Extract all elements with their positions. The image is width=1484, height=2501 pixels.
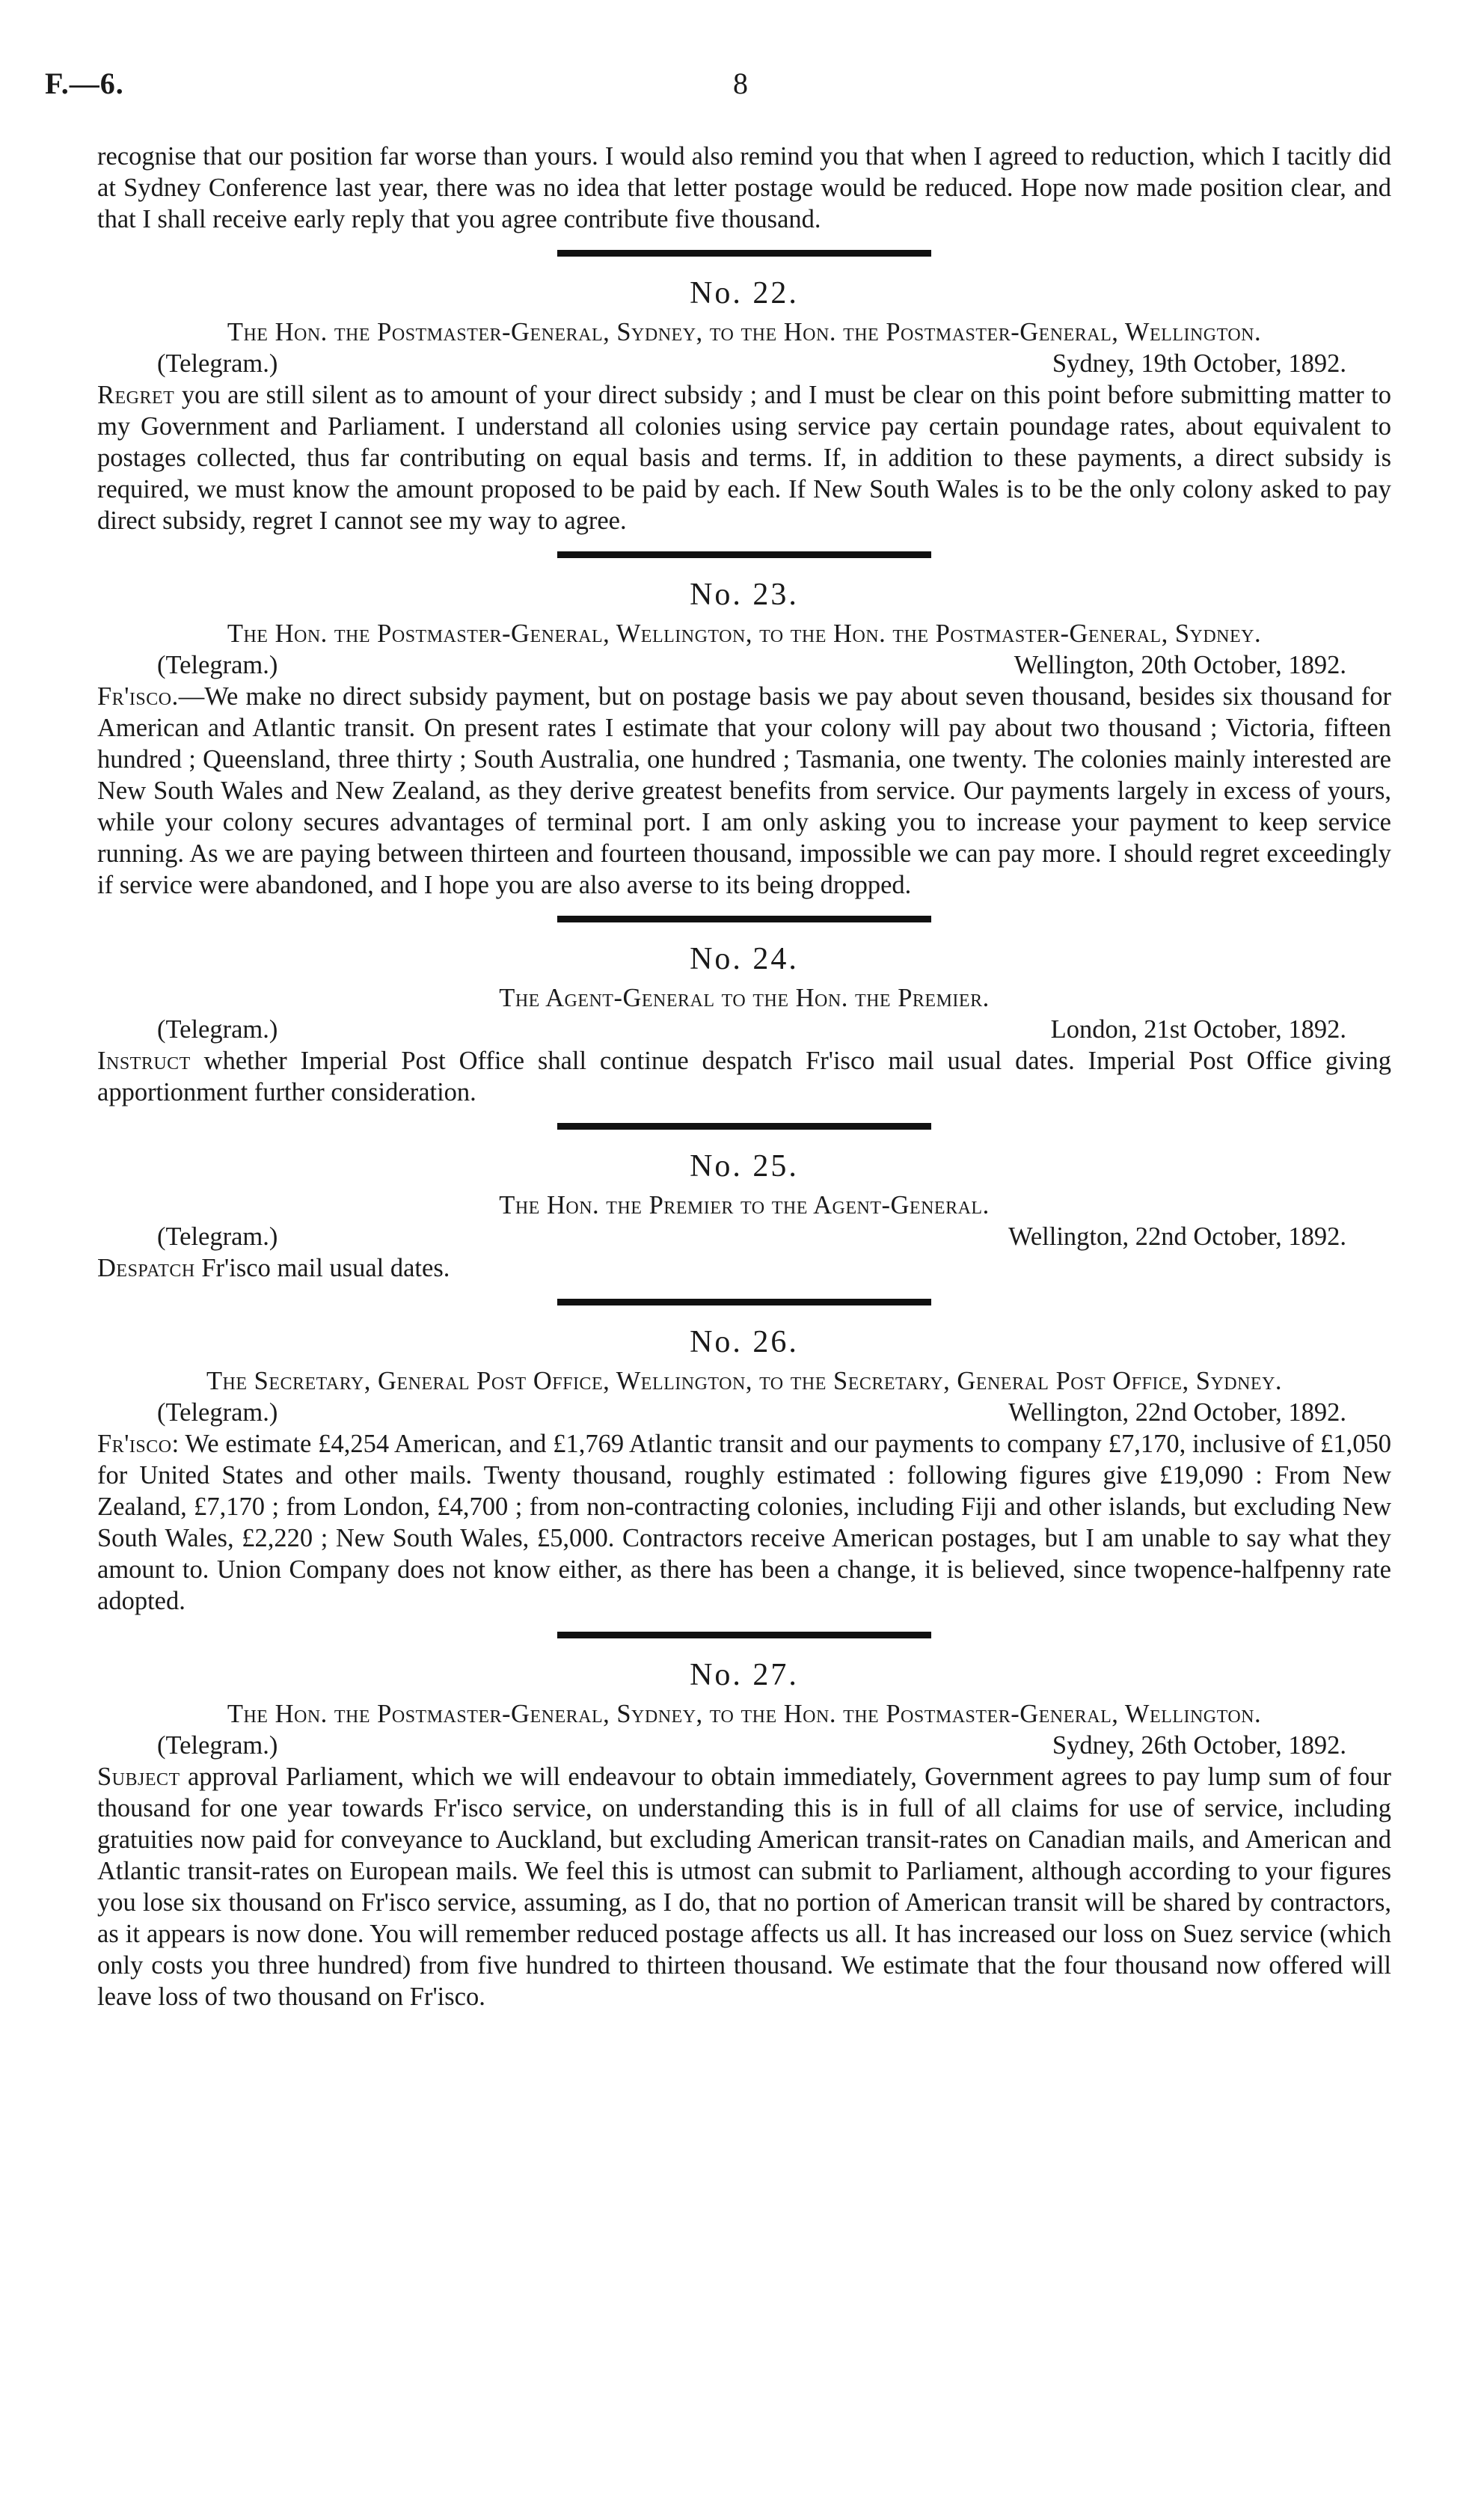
item-heading: The Hon. the Postmaster-General, Sydney, to the Hon. the Postmaster-General, Wellington. — [227, 1700, 1262, 1728]
telegram-label: (Telegram.) — [157, 1222, 278, 1251]
page-number: 8 — [733, 67, 748, 100]
item-heading: The Agent-General to the Hon. the Premier. — [499, 984, 990, 1012]
lead-word: Fr'isco — [97, 1430, 172, 1458]
item-number: No. 24. — [690, 942, 799, 976]
item-body — [97, 1045, 1391, 1108]
item-number: No. 22. — [690, 276, 799, 310]
section-divider — [557, 1299, 931, 1305]
lead-word: Instruct — [97, 1047, 191, 1075]
section-divider — [557, 1123, 931, 1130]
body-text: whether Imperial Post Office shall continue despatch Fr'isco mail usual dates. Imperial Post Office giving apportionment further consideration. — [97, 1047, 1391, 1106]
body-text: Fr'isco mail usual dates. — [194, 1254, 450, 1282]
item-body — [97, 1428, 1391, 1617]
section-divider — [557, 1632, 931, 1638]
telegram-label: (Telegram.) — [157, 1015, 278, 1044]
correspondence-item — [97, 250, 1391, 536]
body-text: approval Parliament, which we will endeavour to obtain immediately, Government agrees to pay lump sum of four thousand for one year towards Fr'isco service, on understanding this is in full of all claims for use of service, including gratuities now paid for conveyance to Auckland, but excluding American transit-rates on Canadian mails, and American and Atlantic transit-rates on European mails. We feel this is utmost can submit to Parliament, although according to your figures you lose six thousand on Fr'isco service, assuming, as I do, that no portion of American transit will be shared by contractors, as it appears is now done. You will remember reduced postage affects us all. It has increased our loss on Suez service (which only costs you three hundred) from five hundred to thirteen thousand. We estimate that the four thousand now offered will leave loss of two thousand on Fr'isco. — [97, 1763, 1391, 2011]
lead-word: Despatch — [97, 1254, 195, 1282]
item-number: No. 25. — [690, 1149, 799, 1184]
item-body — [97, 1761, 1391, 2012]
item-heading: The Secretary, General Post Office, Wellington, to the Secretary, General Post Office, Sydney. — [206, 1367, 1283, 1395]
telegram-label: (Telegram.) — [157, 651, 278, 679]
item-number: No. 23. — [690, 578, 799, 612]
item-heading: The Hon. the Postmaster-General, Sydney, to the Hon. the Postmaster-General, Wellington. — [227, 318, 1262, 346]
telegram-label: (Telegram.) — [157, 1398, 278, 1427]
correspondence-item — [97, 1123, 1391, 1284]
place-date: London, 21st October, 1892. — [1050, 1015, 1346, 1044]
place-date: Wellington, 22nd October, 1892. — [1008, 1222, 1346, 1251]
item-heading: The Hon. the Premier to the Agent-General. — [499, 1191, 990, 1219]
body-text: —We make no direct subsidy payment, but on postage basis we pay about seven thousand, besides six thousand for American and Atlantic transit. On present rates I estimate that your colony will pay about two thousand ; Victoria, fifteen hundred ; Queensland, three thirty ; South Australia, one hundred ; Tasmania, one twenty. The colonies mainly interested are New South Wales and New Zealand, as they derive greatest benefits from service. Our payments largely in excess of yours, while your colony secures advantages of terminal port. I am only asking you to increase your payment to keep service running. As we are paying between thirteen and fourteen thousand, impossible we can pay more. I should regret exceedingly if service were abandoned, and I hope you are also averse to its being dropped. — [97, 682, 1391, 899]
lead-word: Fr'isco. — [97, 682, 179, 711]
document-reference: F.—6. — [45, 67, 124, 100]
telegram-label: (Telegram.) — [157, 1731, 278, 1760]
correspondence-item — [97, 551, 1391, 901]
item-heading: The Hon. the Postmaster-General, Wellington, to the Hon. the Postmaster-General, Sydney. — [227, 619, 1262, 648]
correspondence-item — [97, 916, 1391, 1108]
lead-word: Regret — [97, 381, 175, 409]
body-text: you are still silent as to amount of your direct subsidy ; and I must be clear on this point before submitting matter to my Government and Parliament. I understand all colonies using service pay certain poundage rates, about equivalent to postages collected, thus far contributing on equal basis and terms. If, in addition to these payments, a direct subsidy is required, we must know the amount proposed to be paid by each. If New South Wales is to be the only colony asked to pay direct subsidy, regret I cannot see my way to agree. — [97, 381, 1391, 535]
place-date: Wellington, 22nd October, 1892. — [1008, 1398, 1346, 1427]
item-body — [97, 379, 1391, 536]
item-number: No. 27. — [690, 1658, 799, 1692]
telegram-line — [97, 1397, 1391, 1428]
section-divider — [557, 916, 931, 922]
section-divider — [557, 551, 931, 558]
telegram-line — [97, 1730, 1391, 1761]
correspondence-item — [97, 1299, 1391, 1617]
page-content — [97, 141, 1391, 2012]
section-divider — [557, 250, 931, 257]
place-date: Sydney, 26th October, 1892. — [1052, 1731, 1346, 1760]
correspondence-item — [97, 1632, 1391, 2012]
item-number: No. 26. — [690, 1325, 799, 1359]
item-body — [97, 681, 1391, 901]
telegram-label: (Telegram.) — [157, 349, 278, 378]
item-body — [97, 1252, 1391, 1284]
telegram-line — [97, 348, 1391, 379]
telegram-line — [97, 1221, 1391, 1252]
place-date: Sydney, 19th October, 1892. — [1052, 349, 1346, 378]
continued-paragraph: recognise that our position far worse than yours. I would also remind you that when I agreed to reduction, which I tacitly did at Sydney Conference last year, there was no idea that letter postage would be reduced. Hope now made position clear, and that I shall receive early reply that you agree contribute five thousand. — [97, 142, 1391, 233]
place-date: Wellington, 20th October, 1892. — [1014, 651, 1346, 679]
page-header — [0, 66, 1484, 111]
body-text: : We estimate £4,254 American, and £1,769 Atlantic transit and our payments to company £7,170, inclusive of £1,050 for United States and other mails. Twenty thousand, roughly estimated : following figures give £19,090 : From New Zealand, £7,170 ; from London, £4,700 ; from non-contracting colonies, including Fiji and other islands, but excluding New South Wales, £2,220 ; New South Wales, £5,000. Contractors receive American postages, but I am unable to say what they amount to. Union Company does not know either, as there has been a change, it is believed, since twopence-halfpenny rate adopted. — [97, 1430, 1391, 1615]
telegram-line — [97, 1014, 1391, 1045]
telegram-line — [97, 649, 1391, 681]
lead-word: Subject — [97, 1763, 180, 1791]
